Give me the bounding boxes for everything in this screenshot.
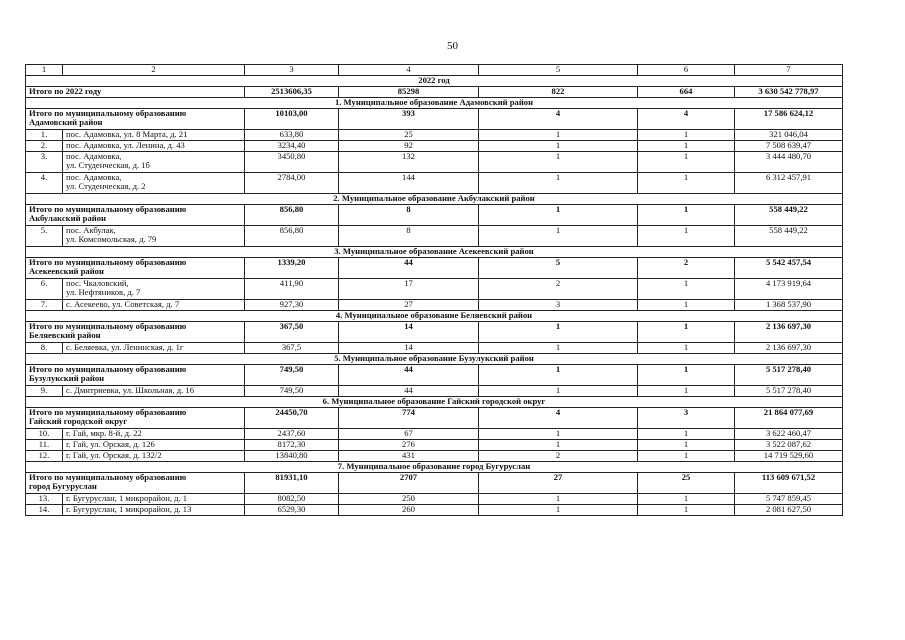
table-row xyxy=(26,343,843,354)
row-col5: 1 xyxy=(479,386,638,397)
row-area: 13840,80 xyxy=(245,451,339,462)
section-total-row xyxy=(26,365,843,386)
section-title-row xyxy=(26,311,843,322)
row-address xyxy=(63,152,245,173)
section-total-cost: 113 609 671,52 xyxy=(735,473,843,494)
table-row xyxy=(26,130,843,141)
table-row xyxy=(26,440,843,451)
row-address: г. Гай, мкр. 8-й, д. 22 xyxy=(63,429,245,440)
column-number: 6 xyxy=(638,65,735,76)
row-col6: 1 xyxy=(638,226,735,247)
row-number: 12. xyxy=(26,451,63,462)
row-col5: 1 xyxy=(479,141,638,152)
column-number: 3 xyxy=(245,65,339,76)
row-area: 927,30 xyxy=(245,300,339,311)
row-cost: 6 312 457,91 xyxy=(735,173,843,194)
row-address-line-2: ул. Студенческая, д. 2 xyxy=(66,181,146,191)
section-total-label xyxy=(26,109,245,130)
row-address-line-2: ул. Комсомольская, д. 79 xyxy=(66,234,157,244)
section-total-label-line-2: город Бугуруслан xyxy=(29,481,97,491)
row-col4: 260 xyxy=(339,505,479,516)
row-col4: 67 xyxy=(339,429,479,440)
table-row xyxy=(26,173,843,194)
section-total-col4: 44 xyxy=(339,258,479,279)
section-total-area: 81931,10 xyxy=(245,473,339,494)
row-col6: 1 xyxy=(638,451,735,462)
section-total-label xyxy=(26,473,245,494)
row-address: г. Бугуруслан, 1 микрорайон, д. 13 xyxy=(63,505,245,516)
row-address-line-1: пос. Адамовка, xyxy=(66,172,122,182)
row-number: 8. xyxy=(26,343,63,354)
table-row xyxy=(26,152,843,173)
row-col4: 276 xyxy=(339,440,479,451)
section-total-col6: 3 xyxy=(638,408,735,429)
section-total-label-line-1: Итого по муниципальному образованию xyxy=(29,364,187,374)
row-col4: 132 xyxy=(339,152,479,173)
section-total-cost: 5 517 278,40 xyxy=(735,365,843,386)
row-cost: 5 747 859,45 xyxy=(735,494,843,505)
row-address: с. Дмитриевка, ул. Школьная, д. 16 xyxy=(63,386,245,397)
row-address-line-2: ул. Студенческая, д. 1б xyxy=(66,160,150,170)
table-row xyxy=(26,279,843,300)
row-col5: 1 xyxy=(479,494,638,505)
table-row xyxy=(26,226,843,247)
row-address-line-2: ул. Нефтяников, д. 7 xyxy=(66,287,141,297)
section-total-label-line-2: Акбулакский район xyxy=(29,213,106,223)
section-total-area: 1339,20 xyxy=(245,258,339,279)
section-total-area: 749,50 xyxy=(245,365,339,386)
table-row xyxy=(26,451,843,462)
section-title: 3. Муниципальное образование Асекеевский район xyxy=(26,247,843,258)
row-area: 2437,60 xyxy=(245,429,339,440)
row-address xyxy=(63,279,245,300)
section-title-row xyxy=(26,194,843,205)
row-col6: 1 xyxy=(638,173,735,194)
row-col4: 144 xyxy=(339,173,479,194)
row-address: пос. Адамовка, ул. 8 Марта, д. 21 xyxy=(63,130,245,141)
section-total-label-line-1: Итого по муниципальному образованию xyxy=(29,257,187,267)
section-total-area: 367,50 xyxy=(245,322,339,343)
section-title-row xyxy=(26,397,843,408)
section-total-label-line-2: Асекеевский район xyxy=(29,266,104,276)
section-title: 1. Муниципальное образование Адамовский район xyxy=(26,98,843,109)
section-title: 7. Муниципальное образование город Бугуруслан xyxy=(26,462,843,473)
row-col5: 1 xyxy=(479,152,638,173)
section-total-area: 856,80 xyxy=(245,205,339,226)
year-label: 2022 год xyxy=(26,76,843,87)
row-area: 8172,30 xyxy=(245,440,339,451)
section-total-col4: 393 xyxy=(339,109,479,130)
row-col5: 1 xyxy=(479,505,638,516)
row-area: 367,5 xyxy=(245,343,339,354)
section-total-row xyxy=(26,322,843,343)
section-total-col6: 1 xyxy=(638,365,735,386)
section-total-area: 10103,00 xyxy=(245,109,339,130)
section-total-col5: 1 xyxy=(479,205,638,226)
section-title-row xyxy=(26,354,843,365)
row-address-line-1: пос. Чкаловский, xyxy=(66,278,129,288)
row-address: г. Гай, ул. Орская, д. 126 xyxy=(63,440,245,451)
row-col6: 1 xyxy=(638,386,735,397)
row-col6: 1 xyxy=(638,440,735,451)
section-total-col4: 2707 xyxy=(339,473,479,494)
section-total-label-line-2: Бузулукский район xyxy=(29,373,105,383)
row-col5: 3 xyxy=(479,300,638,311)
section-total-row xyxy=(26,473,843,494)
section-title-row xyxy=(26,462,843,473)
row-cost: 2 136 697,30 xyxy=(735,343,843,354)
table-row xyxy=(26,429,843,440)
row-address: с. Асекеево, ул. Советская, д. 7 xyxy=(63,300,245,311)
row-cost: 14 719 529,60 xyxy=(735,451,843,462)
row-col5: 1 xyxy=(479,130,638,141)
section-total-row xyxy=(26,258,843,279)
section-total-col4: 8 xyxy=(339,205,479,226)
section-total-label xyxy=(26,205,245,226)
row-cost: 3 522 087,62 xyxy=(735,440,843,451)
section-total-label-line-1: Итого по муниципальному образованию xyxy=(29,108,187,118)
row-address xyxy=(63,226,245,247)
table-row xyxy=(26,141,843,152)
row-cost: 7 508 639,47 xyxy=(735,141,843,152)
section-total-row xyxy=(26,109,843,130)
section-total-cost: 5 542 457,54 xyxy=(735,258,843,279)
section-title: 6. Муниципальное образование Гайский городской округ xyxy=(26,397,843,408)
row-col6: 1 xyxy=(638,300,735,311)
row-col4: 250 xyxy=(339,494,479,505)
section-total-label-line-1: Итого по муниципальному образованию xyxy=(29,472,187,482)
section-total-col5: 1 xyxy=(479,365,638,386)
row-address: г. Бугуруслан, 1 микрорайон, д. 1 xyxy=(63,494,245,505)
section-total-col6: 1 xyxy=(638,322,735,343)
row-col4: 25 xyxy=(339,130,479,141)
table-row xyxy=(26,300,843,311)
section-total-col5: 1 xyxy=(479,322,638,343)
section-title: 2. Муниципальное образование Акбулакский район xyxy=(26,194,843,205)
column-number: 1 xyxy=(26,65,63,76)
table-row xyxy=(26,386,843,397)
section-total-row xyxy=(26,205,843,226)
section-total-row xyxy=(26,408,843,429)
row-cost: 5 517 278,40 xyxy=(735,386,843,397)
row-number: 1. xyxy=(26,130,63,141)
grand-total-label: Итого по 2022 году xyxy=(26,87,245,98)
row-address xyxy=(63,173,245,194)
section-total-area: 24450,70 xyxy=(245,408,339,429)
row-number: 10. xyxy=(26,429,63,440)
row-address: с. Беляевка, ул. Ленинская, д. 1г xyxy=(63,343,245,354)
section-title: 5. Муниципальное образование Бузулукский район xyxy=(26,354,843,365)
section-total-col5: 4 xyxy=(479,109,638,130)
row-col6: 1 xyxy=(638,130,735,141)
row-number: 9. xyxy=(26,386,63,397)
year-row xyxy=(26,76,843,87)
section-total-col4: 774 xyxy=(339,408,479,429)
row-col6: 1 xyxy=(638,429,735,440)
row-number: 6. xyxy=(26,279,63,300)
section-total-label xyxy=(26,258,245,279)
section-total-col6: 25 xyxy=(638,473,735,494)
column-number-row xyxy=(26,65,843,76)
column-number: 2 xyxy=(63,65,245,76)
section-total-col6: 4 xyxy=(638,109,735,130)
row-col6: 1 xyxy=(638,343,735,354)
row-col4: 431 xyxy=(339,451,479,462)
housing-register-table xyxy=(25,64,843,516)
row-col6: 1 xyxy=(638,494,735,505)
row-cost: 3 622 460,47 xyxy=(735,429,843,440)
row-col5: 1 xyxy=(479,343,638,354)
section-total-label-line-1: Итого по муниципальному образованию xyxy=(29,204,187,214)
section-total-label-line-2: Адамовский район xyxy=(29,117,103,127)
grand-total-row xyxy=(26,87,843,98)
row-col4: 92 xyxy=(339,141,479,152)
section-total-label xyxy=(26,365,245,386)
row-area: 6529,30 xyxy=(245,505,339,516)
row-cost: 321 046,04 xyxy=(735,130,843,141)
section-total-label-line-2: Беляевский район xyxy=(29,330,101,340)
row-area: 2784,00 xyxy=(245,173,339,194)
row-address-line-1: пос. Акбулак, xyxy=(66,225,116,235)
section-title: 4. Муниципальное образование Беляевский район xyxy=(26,311,843,322)
table-row xyxy=(26,494,843,505)
row-col5: 1 xyxy=(479,173,638,194)
row-col6: 1 xyxy=(638,279,735,300)
row-cost: 4 173 919,64 xyxy=(735,279,843,300)
row-number: 14. xyxy=(26,505,63,516)
section-total-col6: 2 xyxy=(638,258,735,279)
section-total-col5: 27 xyxy=(479,473,638,494)
grand-total-area: 2513606,35 xyxy=(245,87,339,98)
row-col4: 17 xyxy=(339,279,479,300)
grand-total-cost: 3 630 542 778,97 xyxy=(735,87,843,98)
grand-total-col4: 85298 xyxy=(339,87,479,98)
row-col5: 1 xyxy=(479,429,638,440)
row-area: 633,80 xyxy=(245,130,339,141)
section-total-cost: 21 864 077,69 xyxy=(735,408,843,429)
section-total-col4: 14 xyxy=(339,322,479,343)
page-number: 50 xyxy=(447,40,458,52)
row-col5: 1 xyxy=(479,226,638,247)
section-total-cost: 558 449,22 xyxy=(735,205,843,226)
section-total-cost: 2 136 697,30 xyxy=(735,322,843,343)
row-address: г. Гай, ул. Орская, д. 132/2 xyxy=(63,451,245,462)
section-total-label xyxy=(26,408,245,429)
row-area: 749,50 xyxy=(245,386,339,397)
table-row xyxy=(26,505,843,516)
row-area: 3234,40 xyxy=(245,141,339,152)
section-total-col4: 44 xyxy=(339,365,479,386)
row-col5: 2 xyxy=(479,451,638,462)
section-total-col6: 1 xyxy=(638,205,735,226)
row-area: 3450,80 xyxy=(245,152,339,173)
grand-total-col6: 664 xyxy=(638,87,735,98)
column-number: 4 xyxy=(339,65,479,76)
row-cost: 1 368 537,90 xyxy=(735,300,843,311)
row-area: 411,90 xyxy=(245,279,339,300)
row-number: 5. xyxy=(26,226,63,247)
row-col6: 1 xyxy=(638,152,735,173)
row-col6: 1 xyxy=(638,505,735,516)
row-cost: 3 444 480,70 xyxy=(735,152,843,173)
section-total-label-line-2: Гайский городской округ xyxy=(29,416,128,426)
section-total-cost: 17 586 624,12 xyxy=(735,109,843,130)
section-total-col5: 4 xyxy=(479,408,638,429)
row-col4: 44 xyxy=(339,386,479,397)
column-number: 5 xyxy=(479,65,638,76)
row-number: 11. xyxy=(26,440,63,451)
row-area: 856,80 xyxy=(245,226,339,247)
section-total-col5: 5 xyxy=(479,258,638,279)
row-col6: 1 xyxy=(638,141,735,152)
row-number: 2. xyxy=(26,141,63,152)
row-cost: 558 449,22 xyxy=(735,226,843,247)
row-number: 4. xyxy=(26,173,63,194)
section-total-label-line-1: Итого по муниципальному образованию xyxy=(29,321,187,331)
grand-total-col5: 822 xyxy=(479,87,638,98)
section-title-row xyxy=(26,247,843,258)
row-col5: 2 xyxy=(479,279,638,300)
section-title-row xyxy=(26,98,843,109)
row-area: 8082,50 xyxy=(245,494,339,505)
row-col5: 1 xyxy=(479,440,638,451)
column-number: 7 xyxy=(735,65,843,76)
row-number: 13. xyxy=(26,494,63,505)
row-number: 7. xyxy=(26,300,63,311)
row-col4: 27 xyxy=(339,300,479,311)
row-address-line-1: пос. Адамовка, xyxy=(66,151,122,161)
row-col4: 8 xyxy=(339,226,479,247)
section-total-label-line-1: Итого по муниципальному образованию xyxy=(29,407,187,417)
row-number: 3. xyxy=(26,152,63,173)
section-total-label xyxy=(26,322,245,343)
row-cost: 2 081 627,50 xyxy=(735,505,843,516)
row-address: пос. Адамовка, ул. Ленина, д. 43 xyxy=(63,141,245,152)
row-col4: 14 xyxy=(339,343,479,354)
